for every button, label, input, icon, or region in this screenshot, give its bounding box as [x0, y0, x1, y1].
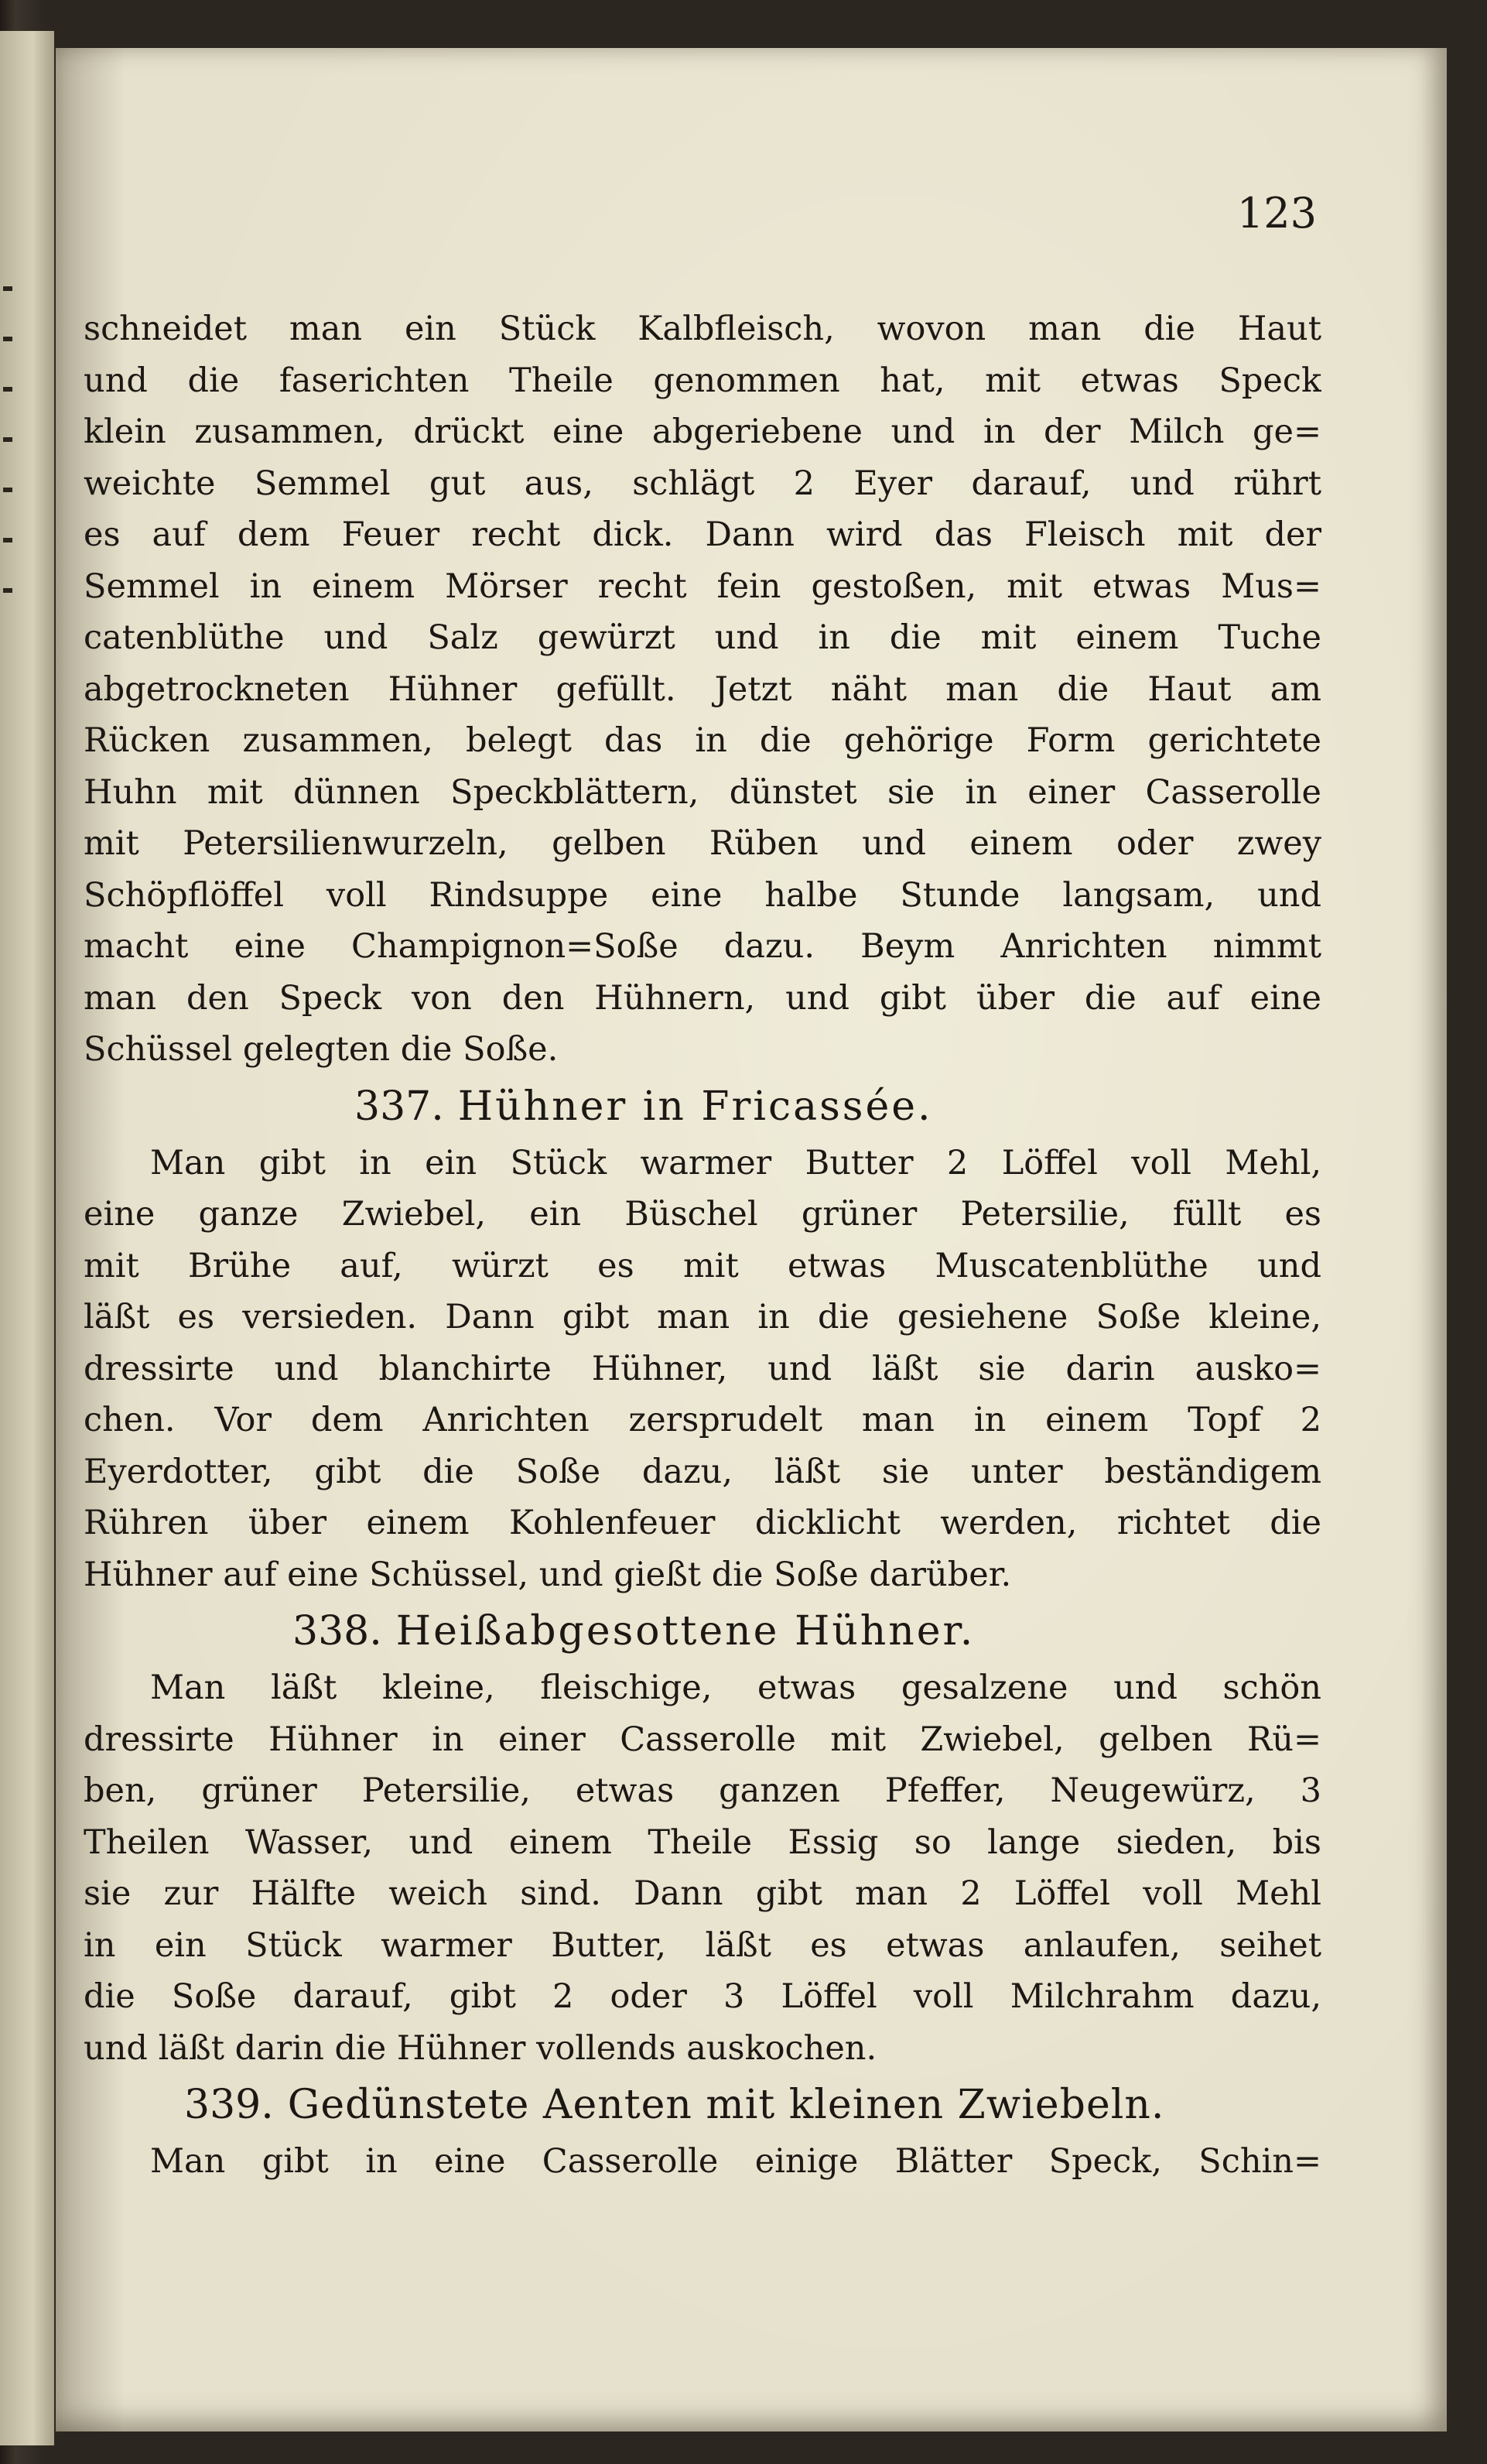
paragraph-continued: [84, 303, 1321, 1076]
facing-page-edge: [0, 31, 54, 2445]
text-line: catenblüthe und Salz gewürzt und in die mit einem Tuche: [84, 618, 1321, 657]
facing-page-ink-mark: [3, 588, 12, 593]
text-line: mit Petersilienwurzeln, gelben Rüben und einem oder zwey: [84, 824, 1321, 863]
text-line: mit Brühe auf, würzt es mit etwas Muscatenblüthe und: [84, 1246, 1321, 1285]
page-text: [84, 303, 1321, 2188]
recipe-title: Gedünstete Aenten mit kleinen Zwiebeln.: [287, 2082, 1165, 2128]
text-line: Man läßt kleine, fleischige, etwas gesalzene und schön: [150, 1668, 1321, 1707]
text-line: macht eine Champignon=Soße dazu. Beym Anrichten nimmt: [84, 927, 1321, 966]
recipe-body-337: [84, 1138, 1321, 1601]
text-line: es auf dem Feuer recht dick. Dann wird das Fleisch mit der: [84, 515, 1321, 554]
recipe-title: Hühner in Fricassée.: [457, 1083, 933, 1130]
text-line: Eyerdotter, gibt die Soße dazu, läßt sie unter beständigem: [84, 1452, 1321, 1491]
text-line: in ein Stück warmer Butter, läßt es etwas anlaufen, seihet: [84, 1925, 1321, 1965]
recipe-heading-338: [84, 1600, 1321, 1662]
text-line: Rühren über einem Kohlenfeuer dicklicht werden, richtet die: [84, 1504, 1321, 1542]
facing-page-ink-mark: [3, 488, 12, 492]
recipe-heading-339: [84, 2074, 1321, 2136]
text-line: läßt es versieden. Dann gibt man in die gesiehene Soße kleine,: [84, 1298, 1321, 1336]
text-line: Schüssel gelegten die Soße.: [84, 1030, 559, 1069]
text-line: dressirte und blanchirte Hühner, und läßt sie darin ausko=: [84, 1349, 1321, 1388]
facing-page-ink-mark: [3, 437, 12, 442]
recipe-title: Heißabgesottene Hühner.: [395, 1608, 976, 1655]
text-line: und läßt darin die Hühner vollends auskochen.: [84, 2028, 877, 2068]
page-number: 123: [1236, 189, 1317, 238]
recipe-number: 337.: [354, 1083, 444, 1130]
text-line: Man gibt in eine Casserolle einige Blätter Speck, Schin=: [150, 2142, 1321, 2181]
facing-page-ink-mark: [3, 337, 12, 341]
text-line: Huhn mit dünnen Speckblättern, dünstet sie in einer Casserolle: [84, 772, 1321, 812]
text-line: Rücken zusammen, belegt das in die gehörige Form gerichtete: [84, 721, 1321, 760]
text-line: ben, grüner Petersilie, etwas ganzen Pfeffer, Neugewürz, 3: [84, 1771, 1321, 1810]
text-line: chen. Vor dem Anrichten zersprudelt man in einem Topf 2: [84, 1401, 1321, 1439]
text-line: klein zusammen, drückt eine abgeriebene und in der Milch ge=: [84, 412, 1321, 451]
recipe-body-339: [84, 2136, 1321, 2188]
text-line: und die faserichten Theile genommen hat, mit etwas Speck: [84, 361, 1321, 400]
text-line: Man gibt in ein Stück warmer Butter 2 Löffel voll Mehl,: [150, 1143, 1321, 1182]
text-line: schneidet man ein Stück Kalbfleisch, wovon man die Haut: [84, 310, 1321, 348]
text-line: eine ganze Zwiebel, ein Büschel grüner Petersilie, füllt es: [84, 1195, 1321, 1234]
facing-page-ink-mark: [3, 387, 12, 392]
text-line: weichte Semmel gut aus, schlägt 2 Eyer darauf, und rührt: [84, 464, 1321, 503]
text-line: Semmel in einem Mörser recht fein gestoßen, mit etwas Mus=: [84, 566, 1321, 606]
book-page: [56, 48, 1447, 2431]
text-line: die Soße darauf, gibt 2 oder 3 Löffel voll Milchrahm dazu,: [84, 1977, 1321, 2016]
recipe-body-338: [84, 1662, 1321, 2074]
text-line: sie zur Hälfte weich sind. Dann gibt man 2 Löffel voll Mehl: [84, 1874, 1321, 1913]
text-line: man den Speck von den Hühnern, und gibt über die auf eine: [84, 978, 1321, 1018]
facing-page-ink-mark: [3, 286, 12, 291]
text-line: dressirte Hühner in einer Casserolle mit Zwiebel, gelben Rü=: [84, 1720, 1321, 1759]
recipe-number: 338.: [292, 1608, 382, 1655]
text-line: abgetrockneten Hühner gefüllt. Jetzt näht man die Haut am: [84, 669, 1321, 709]
recipe-number: 339.: [184, 2082, 274, 2128]
facing-page-ink-mark: [3, 538, 12, 542]
text-line: Hühner auf eine Schüssel, und gießt die Soße darüber.: [84, 1555, 1012, 1594]
text-line: Theilen Wasser, und einem Theile Essig so lange sieden, bis: [84, 1822, 1321, 1862]
recipe-heading-337: [84, 1076, 1321, 1138]
text-line: Schöpflöffel voll Rindsuppe eine halbe Stunde langsam, und: [84, 875, 1321, 915]
